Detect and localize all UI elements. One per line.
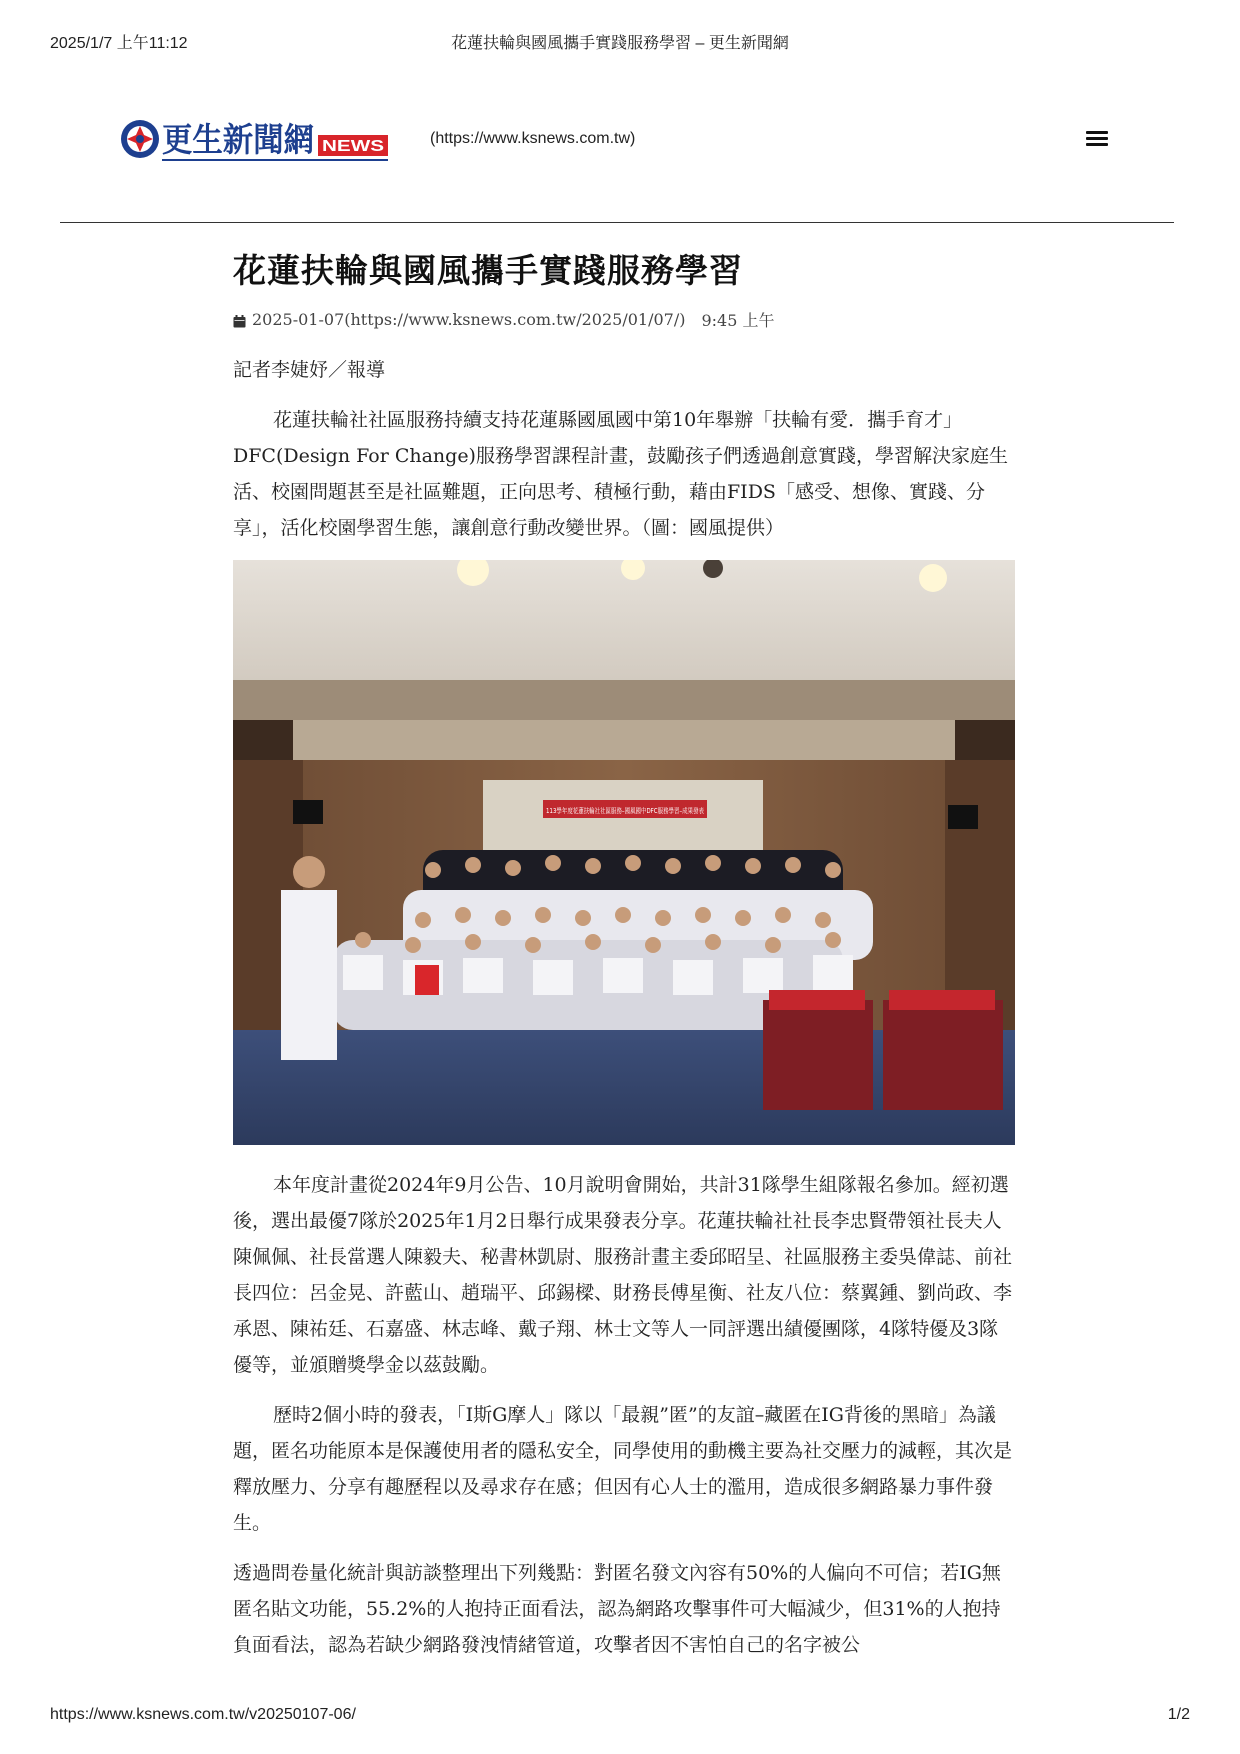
- print-header: [50, 30, 1190, 50]
- site-logo[interactable]: [120, 118, 422, 164]
- calendar-icon: [233, 313, 246, 326]
- article-paragraph: 歷時2個小時的發表，「I斯G摩人」隊以「最親”匿”的友誼–藏匿在IG背後的黑暗」為議題，匿名功能原本是保護使用者的隱私安全，同學使用的動機主要為社交壓力的減輕，其次是釋放壓力、分享有趣歷程以及尋求存在感；但因有心人士的濫用，造成很多網路暴力事件發生。: [233, 1404, 1013, 1534]
- article-photo: [233, 560, 1015, 1145]
- print-page-number: 1/2: [1167, 1706, 1190, 1723]
- photo-banner-text: 113學年度花蓮扶輪社社區服務–國風國中DFC服務學習–成果發表: [546, 807, 749, 815]
- logo-badge: NEWS: [322, 138, 385, 155]
- print-footer-url: https://www.ksnews.com.tw/v20250107-06/: [50, 1706, 356, 1723]
- article-date-link[interactable]: 2025-01-07(https://www.ksnews.com.tw/2025/01/07/): [252, 310, 686, 329]
- article-paragraph: 花蓮扶輪社社區服務持續支持花蓮縣國風國中第10年舉辦「扶輪有愛．攜手育才」DFC(Design For Change)服務學習課程計畫，鼓勵孩子們透過創意實踐，學習解決家庭生活、校園問題甚至是社區難題，正向思考、積極行動，藉由FIDS「感受、想像、實踐、分享」，活化校園學習生態，讓創意行動改變世界。（圖：國風提供）: [233, 409, 1008, 539]
- logo-graphic: [120, 118, 422, 164]
- menu-button[interactable]: [1086, 131, 1108, 149]
- article-paragraph: 本年度計畫從2024年9月公告、10月說明會開始，共計31隊學生組隊報名參加。經初選後，選出最優7隊於2025年1月2日舉行成果發表分享。花蓮扶輪社社長李忠賢帶領社長夫人陳佩佩、社長當選人陳毅夫、秘書林凱尉、服務計畫主委邱昭呈、社區服務主委吳偉誌、前社長四位：呂金晃、許藍山、趙瑞平、邱錫樑、財務長傅星衡、社友八位：蔡翼鍾、劉尚政、李承恩、陳祐廷、石嘉盛、林志峰、戴子翔、林士文等人一同評選出績優團隊，4隊特優及3隊優等，並頒贈獎學金以茲鼓勵。: [233, 1174, 1013, 1376]
- article-byline: 記者李婕妤／報導: [233, 359, 386, 381]
- hamburger-icon: [1086, 131, 1108, 146]
- group-photo-image: [233, 560, 1015, 1145]
- header-divider: [60, 222, 1174, 223]
- article: [233, 248, 1015, 1663]
- article-time: 9:45 上午: [701, 311, 775, 330]
- logo-text: 更生新聞網: [162, 120, 314, 159]
- print-datetime: 2025/1/7 上午11:12: [50, 35, 188, 52]
- article-title: 花蓮扶輪與國風攜手實踐服務學習: [233, 251, 743, 290]
- article-paragraph: 透過問卷量化統計與訪談整理出下列幾點：對匿名發文內容有50%的人偏向不可信；若IG無匿名貼文功能，55.2%的人抱持正面看法，認為網路攻擊事件可大幅減少，但31%的人抱持負面看法，認為若缺少網路發洩情緒管道，攻擊者因不害怕自己的名字被公: [233, 1562, 1001, 1656]
- site-url[interactable]: (https://www.ksnews.com.tw): [430, 130, 636, 147]
- article-meta: [233, 308, 1015, 331]
- print-footer: [50, 1706, 1190, 1724]
- site-header: [120, 118, 1120, 168]
- print-page-title: 花蓮扶輪與國風攜手實踐服務學習 – 更生新聞網: [451, 35, 789, 52]
